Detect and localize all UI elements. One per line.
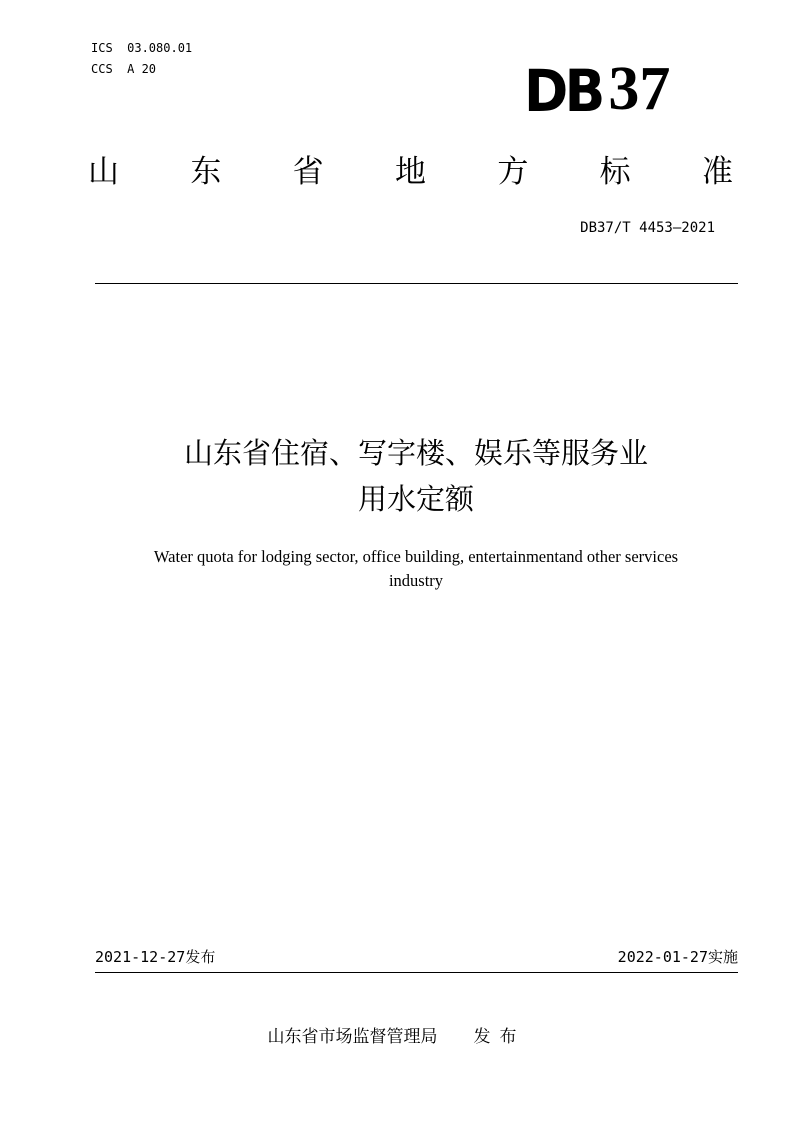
- classification-codes: [91, 38, 192, 80]
- standard-type-char: 准: [701, 154, 733, 190]
- english-title-line-2: industry: [388, 571, 444, 590]
- publish-word: 发布: [185, 948, 216, 966]
- english-title: [96, 545, 736, 593]
- db37-logo: [524, 54, 671, 125]
- top-divider: [95, 283, 738, 284]
- issue-action: 发布: [473, 1027, 526, 1047]
- bottom-divider: [95, 972, 738, 973]
- title-line-2: 用水定额: [357, 482, 474, 516]
- title-line-1: 山东省住宿、写字楼、娱乐等服务业: [183, 436, 648, 470]
- issuing-organization: 山东省市场监督管理局: [267, 1027, 438, 1047]
- effective-date-value: 2022-01-27: [617, 948, 708, 966]
- standard-type-char: 省: [292, 154, 324, 190]
- standard-type-char: 方: [497, 154, 529, 190]
- issuer: [0, 1024, 793, 1050]
- standard-type-char: 东: [190, 154, 222, 190]
- standard-type-char: 地: [394, 154, 426, 190]
- logo-prefix: DB: [524, 57, 602, 125]
- effective-word: 实施: [707, 948, 738, 966]
- effective-date: [618, 946, 738, 968]
- ccs-code: CCS A 20: [91, 62, 157, 76]
- document-title: [96, 430, 736, 522]
- publish-date-value: 2021-12-27: [95, 948, 186, 966]
- publish-date: [95, 946, 215, 968]
- english-title-line-1: Water quota for lodging sector, office building, entertainmentand other services: [153, 547, 679, 566]
- standard-type-heading: [88, 150, 733, 194]
- ics-code: ICS 03.080.01: [91, 41, 193, 55]
- logo-number: 37: [608, 55, 671, 123]
- standard-type-char: 标: [599, 154, 631, 190]
- standard-number: DB37/T 4453—2021: [580, 220, 715, 236]
- standard-type-char: 山: [88, 154, 119, 190]
